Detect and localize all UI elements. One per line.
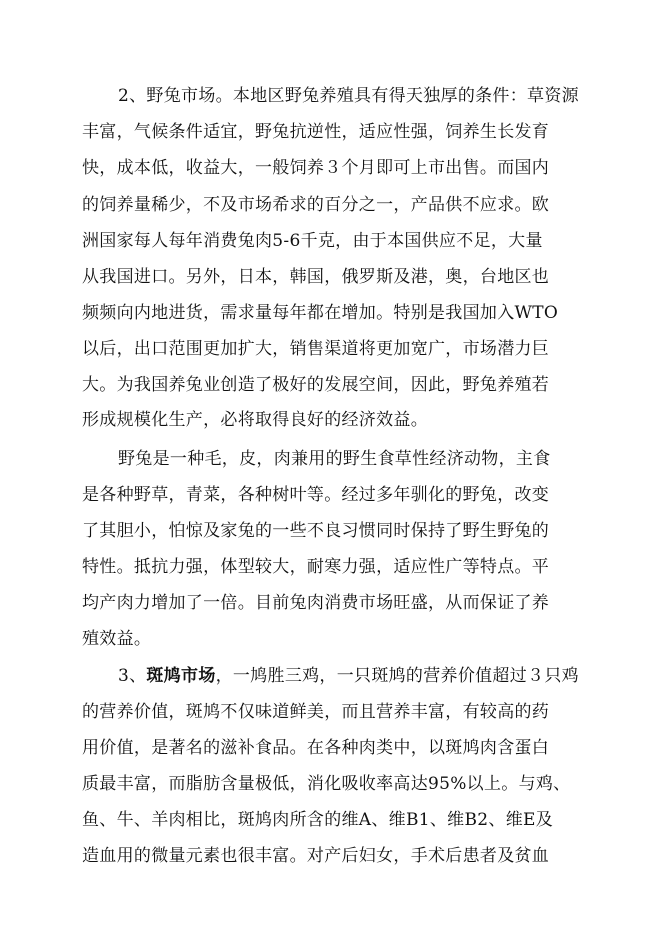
text-line: 快，成本低，收益大，一般饲养３个月即可上市出售。而国内 <box>82 158 550 178</box>
text-line: 特性。抵抗力强，体型较大，耐寒力强，适应性广等特点。平 <box>82 557 550 577</box>
text-line: 以后，出口范围更加扩大，销售渠道将更加宽广，市场潜力巨 <box>82 339 550 359</box>
text-line <box>118 664 579 688</box>
text-line: 从我国进口。另外，日本，韩国，俄罗斯及港，奥，台地区也 <box>82 267 550 287</box>
text-line: 质最丰富，而脂肪含量极低，消化吸收率高达95%以上。与鸡、 <box>82 774 571 794</box>
text-line: 的饲养量稀少，不及市场希求的百分之一，产品供不应求。欧 <box>82 195 550 215</box>
text-line: 野兔是一种毛，皮，肉兼用的野生食草性经济动物，主食 <box>118 449 551 469</box>
text-line: 鱼、牛、羊肉相比，斑鸠肉所含的维A、维B1、维B2、维E及 <box>82 810 554 830</box>
text-line: 造血用的微量元素也很丰富。对产后妇女，手术后患者及贫血 <box>82 846 550 866</box>
text-line: 是各种野草，青菜，各种树叶等。经过多年驯化的野兔，改变 <box>82 485 550 505</box>
text-line: 殖效益。 <box>82 629 152 649</box>
text-line: 形成规模化生产，必将取得良好的经济效益。 <box>82 410 428 430</box>
text-line: 频频向内地进货，需求量每年都在增加。特别是我国加入WTO <box>82 303 559 323</box>
section-lead-text: ，一鸠胜三鸡，一只斑鸠的营养价值超过３只鸡 <box>215 666 579 686</box>
text-line: 均产肉力增加了一倍。目前兔肉消费市场旺盛，从而保证了养 <box>82 593 550 613</box>
text-line: 了其胆小，怕惊及家兔的一些不良习惯同时保持了野生野兔的 <box>82 521 550 541</box>
text-line: 洲国家每人每年消费兔肉5-6千克，由于本国供应不足，大量 <box>82 231 543 251</box>
text-line: 用价值，是著名的滋补食品。在各种肉类中，以斑鸠肉含蛋白 <box>82 738 550 758</box>
text-line: 大。为我国养兔业创造了极好的发展空间，因此，野兔养殖若 <box>82 375 550 395</box>
text-line: 的营养价值，斑鸠不仅味道鲜美，而且营养丰富，有较高的药 <box>82 702 550 722</box>
section-number: 3、 <box>118 666 147 686</box>
section-heading: 斑鸠市场 <box>146 666 216 686</box>
text-line: 2、野兔市场。本地区野兔养殖具有得天独厚的条件：草资源 <box>118 86 579 106</box>
text-line: 丰富，气候条件适宜，野兔抗逆性，适应性强，饲养生长发育 <box>82 122 550 142</box>
